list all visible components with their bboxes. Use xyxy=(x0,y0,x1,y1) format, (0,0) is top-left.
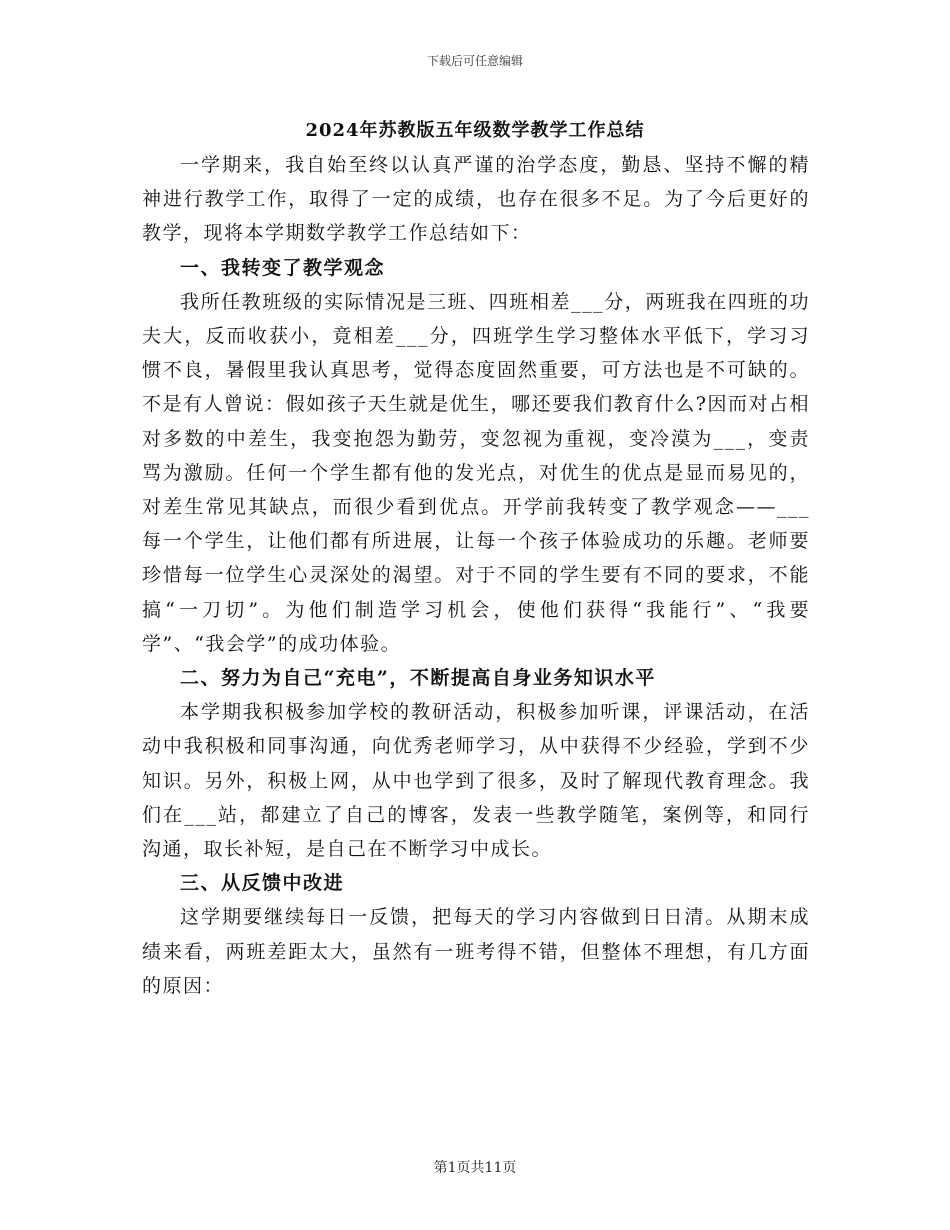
section-heading-3: 三、从反馈中改进 xyxy=(180,872,345,895)
document-title: 2024年苏教版五年级数学教学工作总结 xyxy=(305,120,645,141)
section-3-paragraph: 这学期要继续每日一反馈，把每天的学习内容做到日日清。从期末成绩来看，两班差距太大，虽然有一班考得不错，但整体不理想，有几方面的原因： xyxy=(142,906,810,997)
section-2-paragraph: 本学期我积极参加学校的教研活动，积极参加听课，评课活动，在活动中我积极和同事沟通，向优秀老师学习，从中获得不少经验，学到不少知识。另外，积极上网，从中也学到了很多，及时了解现代教育理念。我们在___站，都建立了自己的博客，发表一些教学随笔，案例等，和同行沟通，取长补短，是自己在不断学习中成长。 xyxy=(142,701,810,861)
page-number: 第1页共11页 xyxy=(433,1160,517,1176)
section-heading-2: 二、努力为自己“充电”，不断提高自身业务知识水平 xyxy=(180,667,656,690)
intro-paragraph: 一学期来，我自始至终以认真严谨的治学态度，勤恳、坚持不懈的精神进行教学工作，取得了一定的成绩，也存在很多不足。为了今后更好的教学，现将本学期数学教学工作总结如下： xyxy=(142,154,810,245)
page-header-note: 下载后可任意编辑 xyxy=(426,54,523,68)
section-heading-1: 一、我转变了教学观念 xyxy=(180,256,386,279)
document-body xyxy=(142,148,810,1003)
section-1-paragraph: 我所任教班级的实际情况是三班、四班相差___分，两班我在四班的功夫大，反而收获小，竟相差___分，四班学生学习整体水平低下，学习习惯不良，暑假里我认真思考，觉得态度固然重要，可方法也是不可缺的。不是有人曾说：假如孩子天生就是优生，哪还要我们教育什么?因而对占相对多数的中差生，我变抱怨为勤劳，变忽视为重视，变冷漠为___，变责骂为激励。任何一个学生都有他的发光点，对优生的优点是显而易见的，对差生常见其缺点，而很少看到优点。开学前我转变了教学观念——___每一个学生，让他们都有所进展，让每一个孩子体验成功的乐趣。老师要珍惜每一位学生心灵深处的渴望。对于不同的学生要有不同的要求，不能搞“一刀切”。为他们制造学习机会，使他们获得“我能行”、“我要学”、“我会学”的成功体验。 xyxy=(142,290,810,655)
